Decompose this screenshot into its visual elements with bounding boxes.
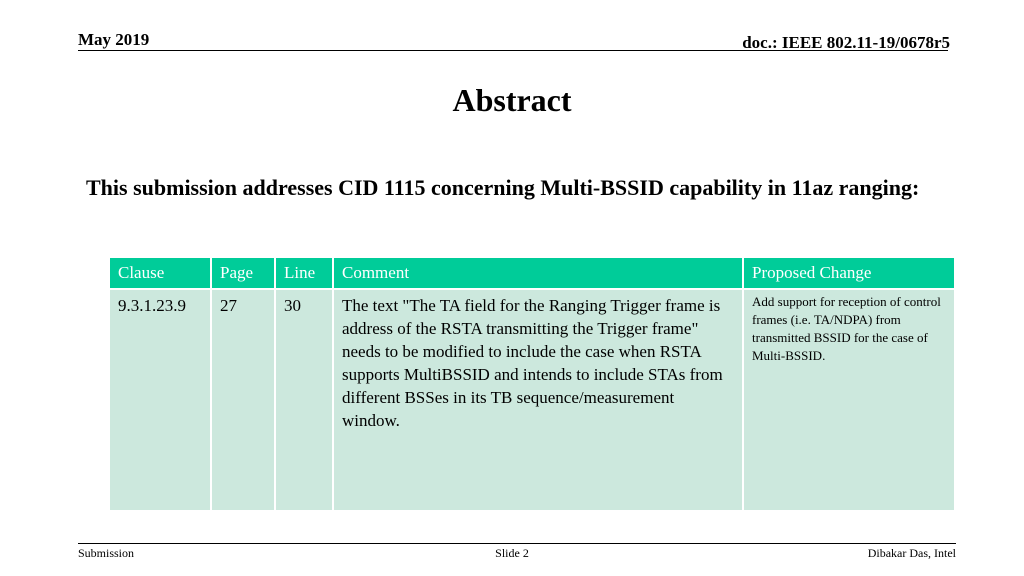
column-header-page: Page bbox=[211, 257, 275, 289]
header-date: May 2019 bbox=[78, 30, 150, 49]
column-header-clause: Clause bbox=[109, 257, 211, 289]
slide-title: Abstract bbox=[452, 82, 572, 118]
footer-submission: Submission bbox=[78, 546, 135, 560]
table-row bbox=[109, 289, 955, 511]
table-header-row bbox=[109, 257, 955, 289]
cell-proposed-change: Add support for reception of control frames (i.e. TA/NDPA) from transmitted BSSID for the case of Multi-BSSID. bbox=[743, 289, 955, 511]
footer-divider bbox=[78, 543, 956, 544]
header-doc-number: doc.: IEEE 802.11-19/0678r5 bbox=[742, 33, 950, 52]
footer-author: Dibakar Das, Intel bbox=[867, 546, 956, 560]
header-divider bbox=[78, 50, 948, 51]
column-header-proposed-change: Proposed Change bbox=[743, 257, 955, 289]
footer-slide-number: Slide 2 bbox=[495, 546, 529, 560]
comment-table bbox=[108, 256, 956, 512]
cell-page: 27 bbox=[211, 289, 275, 511]
cell-comment: The text "The TA field for the Ranging Trigger frame is address of the RSTA transmitting the Trigger frame" needs to be modified to include the case when RSTA supports MultiBSSID and intends to include STAs from different BSSes in its TB sequence/measurement window. bbox=[333, 289, 743, 511]
intro-text: This submission addresses CID 1115 concerning Multi-BSSID capability in 11az ranging: bbox=[86, 175, 920, 200]
cell-clause: 9.3.1.23.9 bbox=[109, 289, 211, 511]
column-header-line: Line bbox=[275, 257, 333, 289]
cell-line: 30 bbox=[275, 289, 333, 511]
column-header-comment: Comment bbox=[333, 257, 743, 289]
